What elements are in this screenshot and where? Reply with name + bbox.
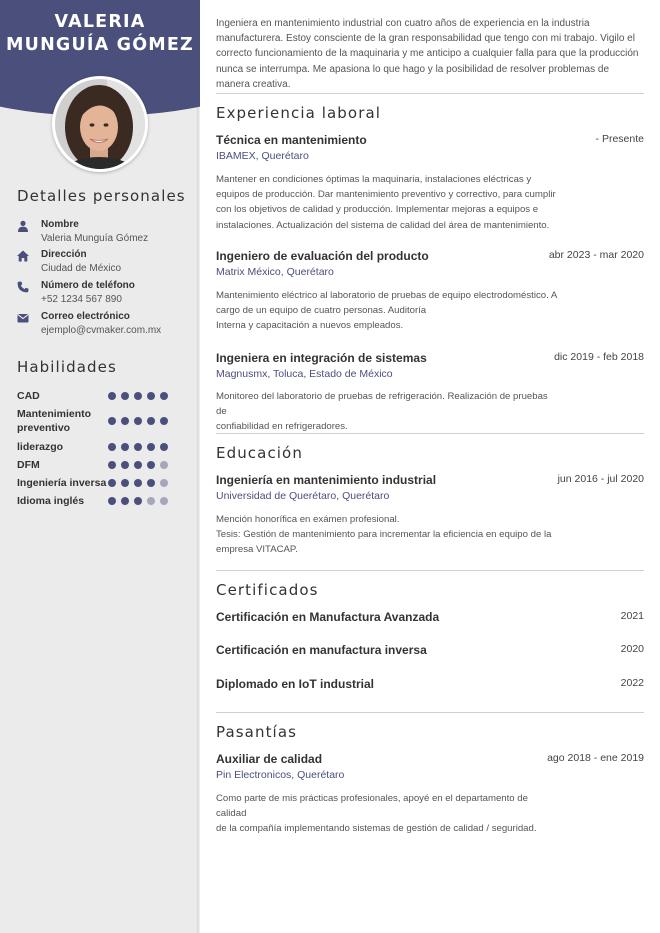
skill-dot-filled — [108, 417, 116, 425]
skill-dot-filled — [134, 497, 142, 505]
skill-rating — [108, 392, 168, 400]
detail-value: +52 1234 567 890 — [41, 294, 122, 305]
certificate-year: 2022 — [620, 677, 644, 689]
entry-description — [216, 512, 561, 558]
divider — [216, 433, 644, 434]
detail-value: Ciudad de México — [41, 263, 122, 274]
description-line: Mantenimiento eléctrico al laboratorio de pruebas de equipo electrodoméstico. A — [216, 290, 558, 301]
personal-details-heading: Detalles personales — [17, 187, 186, 205]
skill-dot-filled — [134, 392, 142, 400]
skill-dot-filled — [147, 479, 155, 487]
description-line: Tesis: Gestión de mantenimiento para incrementar la eficiencia en equipo de la — [216, 529, 552, 541]
entry-organization: Pin Electronicos, Querétaro — [216, 769, 345, 781]
skill-dot-filled — [147, 461, 155, 469]
certificate-title: Certificación en Manufactura Avanzada — [216, 610, 440, 624]
entry-organization: IBAMEX, Querétaro — [216, 150, 309, 162]
skill-dot-filled — [121, 461, 129, 469]
entry-date: jun 2016 - jul 2020 — [557, 473, 644, 485]
description-line: cargo de un equipo de cuatro personas. Auditoría — [216, 305, 427, 317]
home-icon — [17, 250, 29, 262]
skill-dot-filled — [134, 417, 142, 425]
certificate-title: Diplomado en IoT industrial — [216, 677, 375, 691]
candidate-name — [0, 11, 200, 57]
skill-rating — [108, 497, 168, 505]
skill-dot-empty — [160, 479, 168, 487]
skill-rating — [108, 461, 168, 469]
skill-dot-filled — [147, 417, 155, 425]
entry-title: Auxiliar de calidad — [216, 752, 323, 766]
skill-name: DFM — [17, 459, 40, 471]
entry-organization: Matrix México, Querétaro — [216, 266, 334, 278]
entry-date: - Presente — [595, 133, 644, 145]
skill-dot-filled — [147, 392, 155, 400]
entry-title: Ingeniera en integración de sistemas — [216, 351, 427, 365]
name-line-last: MUNGUÍA GÓMEZ — [6, 35, 194, 55]
entry-date: ago 2018 - ene 2019 — [547, 752, 644, 764]
skill-dot-filled — [121, 497, 129, 505]
detail-label: Dirección — [41, 249, 87, 260]
skill-dot-filled — [121, 417, 129, 425]
skill-dot-filled — [108, 497, 116, 505]
skill-rating — [108, 479, 168, 487]
description-line: con los objetivos de calidad y producción. Implementar mejoras a equipos e — [216, 204, 539, 216]
name-line-first: VALERIA — [54, 12, 146, 32]
skill-dot-empty — [160, 461, 168, 469]
skill-name: CAD — [17, 390, 40, 402]
sidebar-shadow — [197, 0, 200, 933]
entry-organization: Universidad de Querétaro, Querétaro — [216, 490, 390, 502]
phone-icon — [17, 281, 29, 293]
person-icon — [17, 220, 29, 232]
description-line: instalaciones. Actualización del sistema de calidad del área de mantenimiento. — [216, 219, 550, 231]
description-line: Como parte de mis prácticas profesionales, apoyé en el departamento de calidad — [216, 793, 528, 820]
skill-name: Ingeniería inversa — [17, 477, 107, 489]
skill-dot-filled — [108, 479, 116, 487]
entry-description — [216, 791, 561, 837]
skill-dot-filled — [134, 479, 142, 487]
skill-dot-filled — [147, 443, 155, 451]
description-line: equipos de producción. Dar mantenimiento preventivo y correctivo, para cumplir — [216, 189, 556, 201]
description-line: empresa VITACAP. — [216, 544, 298, 556]
envelope-icon — [17, 312, 29, 324]
description-line: confiabilidad en refrigeradores. — [216, 421, 348, 433]
description-line: Monitoreo del laboratorio de pruebas de refrigeración. Realización de pruebas de — [216, 391, 548, 418]
entry-title: Ingeniero de evaluación del producto — [216, 249, 429, 263]
certificate-title: Certificación en manufactura inversa — [216, 643, 427, 657]
detail-value: ejemplo@cvmaker.com.mx — [41, 325, 162, 336]
description-line: Mantener en condiciones óptimas la maquinaria, instalaciones eléctricas y — [216, 174, 532, 185]
skill-dot-filled — [134, 443, 142, 451]
skill-dot-empty — [160, 497, 168, 505]
detail-value: Valeria Munguía Gómez — [41, 233, 149, 244]
education-heading: Educación — [216, 444, 303, 462]
skill-dot-filled — [108, 461, 116, 469]
description-line: Interna y capacitación a nuevos empleados. — [216, 320, 404, 332]
skill-name: Idioma inglés — [17, 495, 85, 507]
skill-name: Mantenimiento preventivo — [17, 408, 92, 434]
portrait-image — [55, 79, 145, 169]
certificate-year: 2021 — [620, 610, 644, 622]
divider — [216, 712, 644, 713]
skill-dot-filled — [121, 392, 129, 400]
profile-summary: Ingeniera en mantenimiento industrial con cuatro años de experiencia en la industria manufacturera. Estoy consciente de la gran responsabilidad que tengo con mi trabajo. Vigilo el correcto funcionamiento de la maquinaria y me anticipo a cualquier falla para que la producción nunca se interrumpa. Me apasiona lo que hago y la posibilidad de resolver problemas de manera creativa. — [216, 18, 639, 90]
profile-photo — [52, 76, 148, 172]
skill-dot-filled — [134, 461, 142, 469]
description-line: Mención honorífica en exámen profesional. — [216, 514, 400, 525]
skill-dot-filled — [121, 443, 129, 451]
skill-dot-filled — [160, 392, 168, 400]
skill-dot-filled — [160, 443, 168, 451]
experience-heading: Experiencia laboral — [216, 104, 382, 122]
description-line: de la compañía implementando sistemas de gestión de calidad / seguridad. — [216, 823, 537, 835]
skill-dot-filled — [108, 392, 116, 400]
entry-title: Ingeniería en mantenimiento industrial — [216, 473, 437, 487]
skill-name: liderazgo — [17, 441, 64, 453]
skill-rating — [108, 417, 168, 425]
skills-heading: Habilidades — [17, 358, 117, 376]
skill-rating — [108, 443, 168, 451]
certificate-year: 2020 — [620, 643, 644, 655]
divider — [216, 570, 644, 571]
detail-label: Correo electrónico — [41, 311, 130, 322]
skill-dot-empty — [147, 497, 155, 505]
entry-date: dic 2019 - feb 2018 — [554, 351, 644, 363]
entry-description — [216, 288, 561, 334]
skill-dot-filled — [108, 443, 116, 451]
entry-date: abr 2023 - mar 2020 — [548, 249, 644, 261]
internships-heading: Pasantías — [216, 723, 298, 741]
skill-dot-filled — [160, 417, 168, 425]
entry-description — [216, 172, 561, 233]
detail-label: Número de teléfono — [41, 280, 135, 291]
certificates-heading: Certificados — [216, 581, 319, 599]
detail-label: Nombre — [41, 219, 79, 230]
entry-title: Técnica en mantenimiento — [216, 133, 367, 147]
divider — [216, 93, 644, 94]
entry-organization: Magnusmx, Toluca, Estado de México — [216, 368, 393, 380]
skill-dot-filled — [121, 479, 129, 487]
entry-description — [216, 389, 561, 435]
